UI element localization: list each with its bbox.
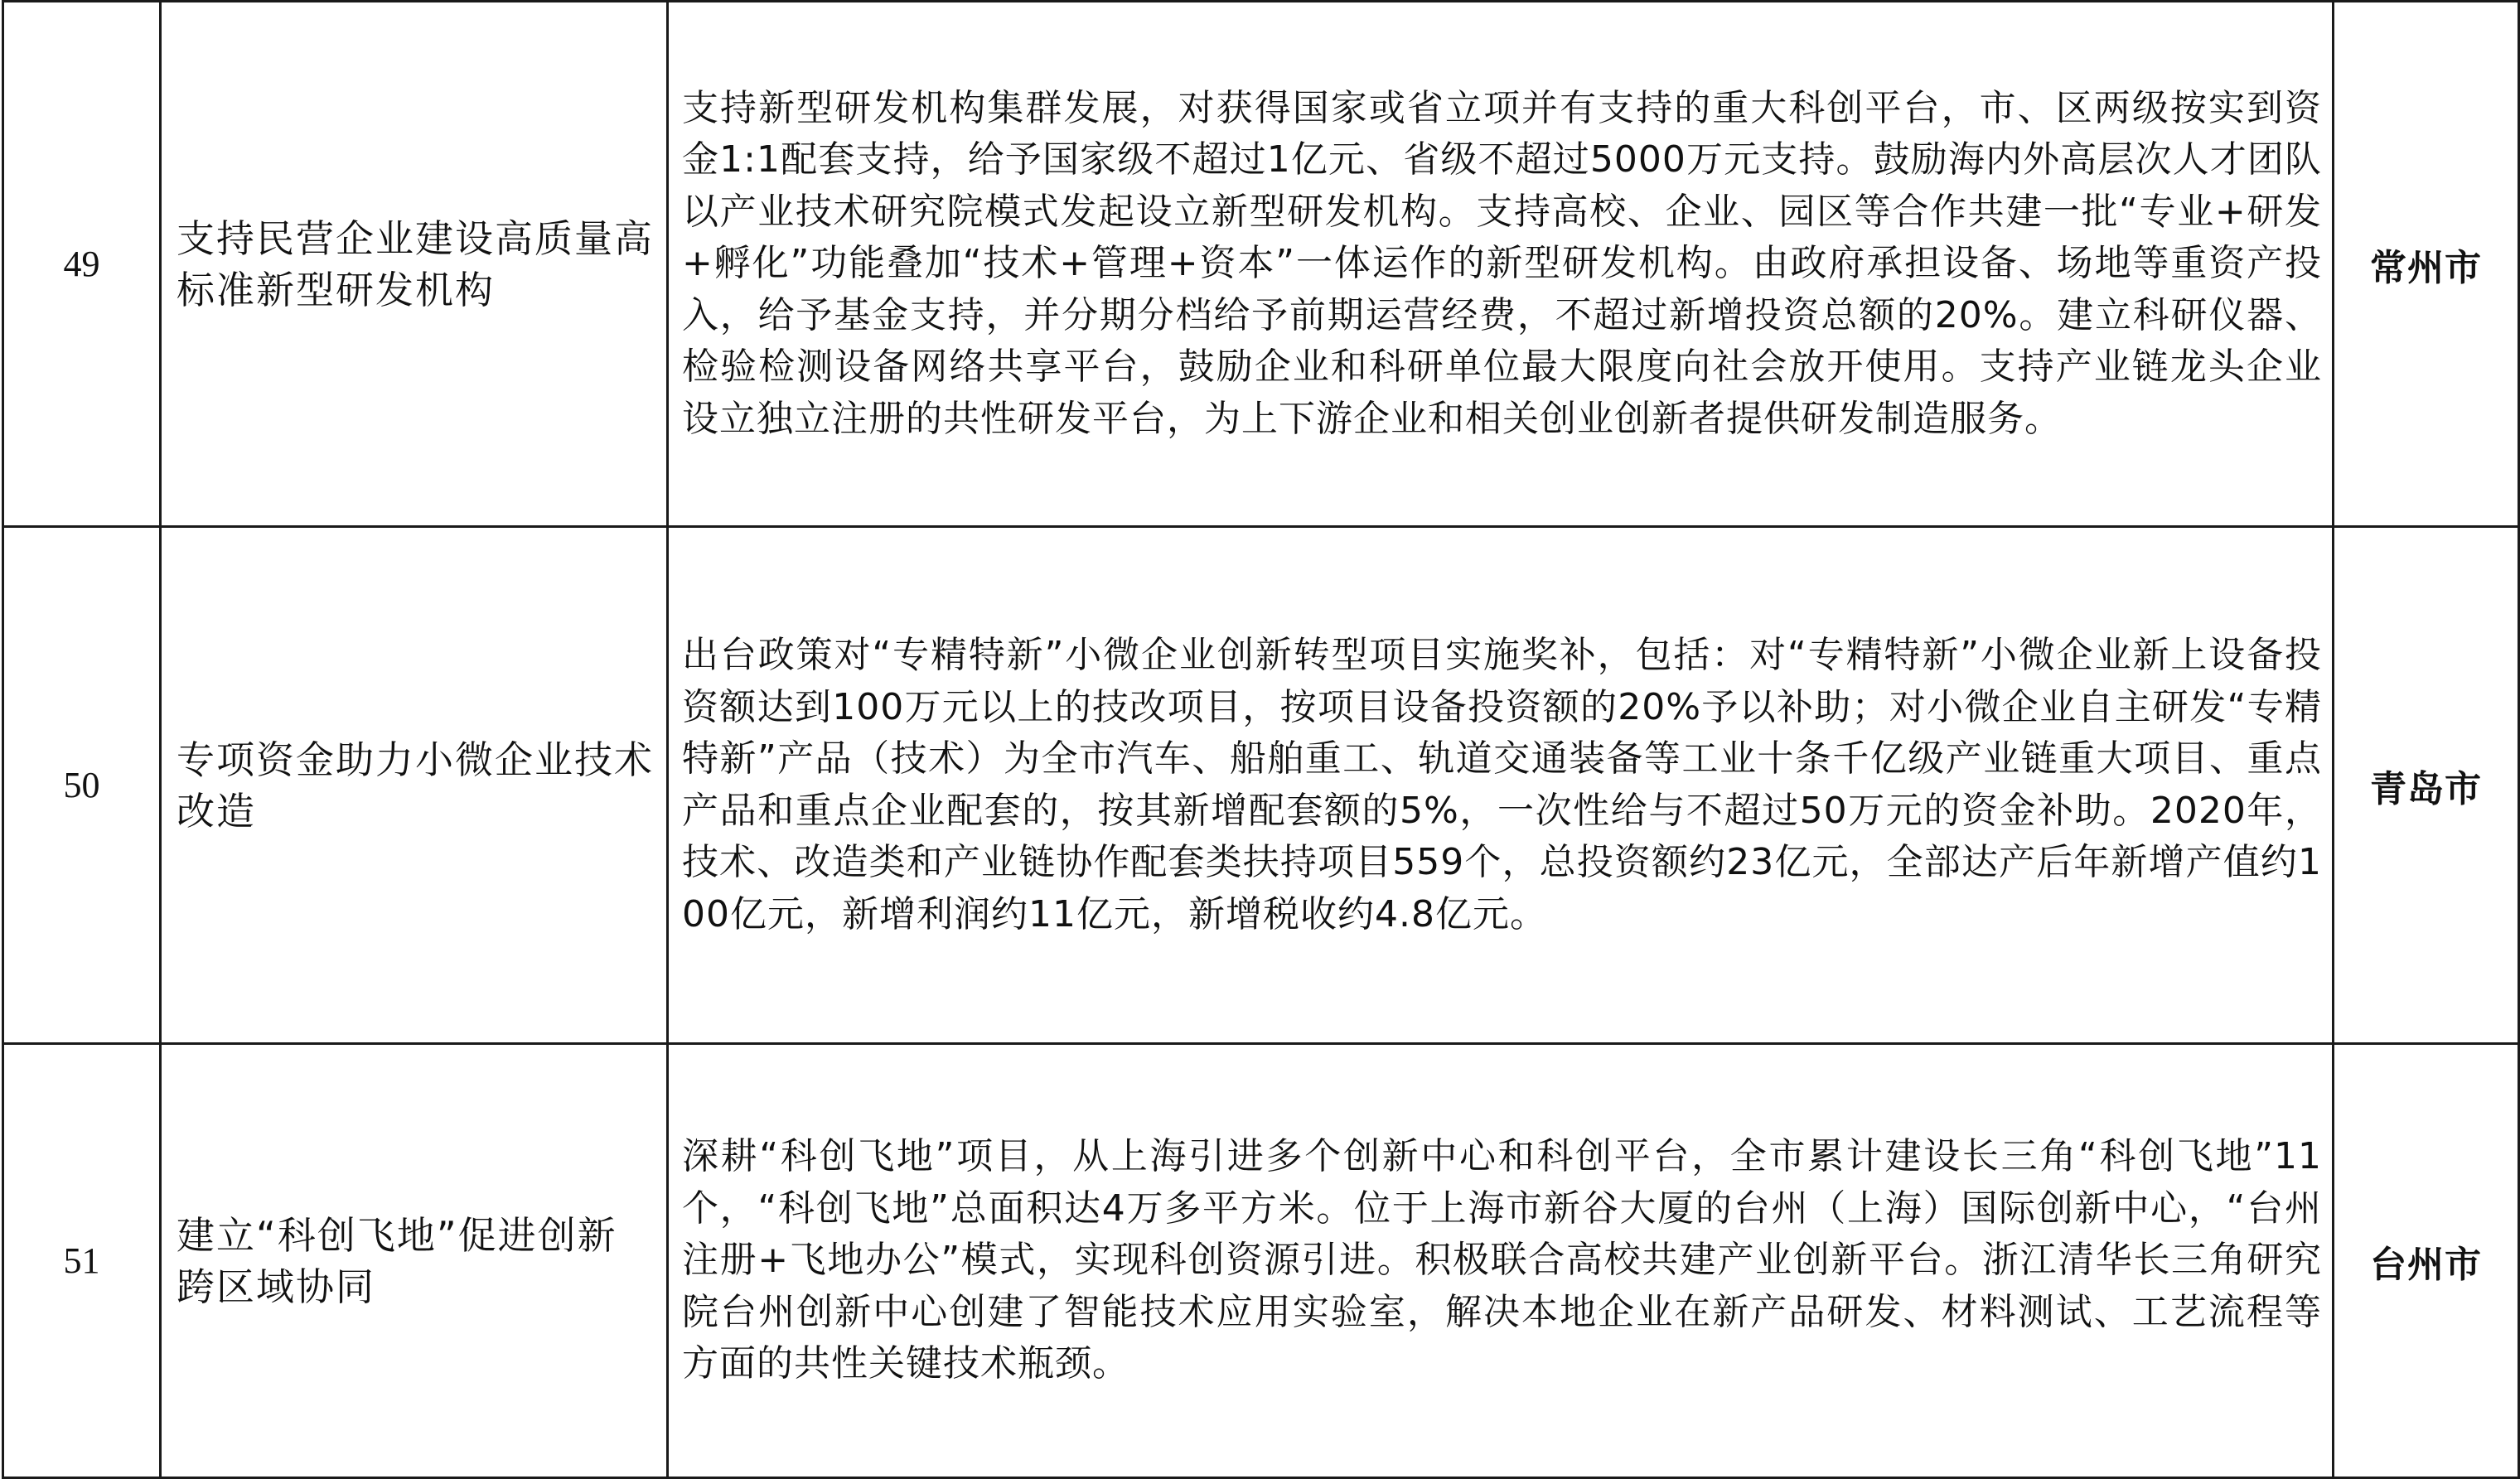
policy-table	[2, 0, 2520, 1479]
measure-title-cell	[161, 2, 668, 527]
row-number: 49	[3, 2, 161, 527]
measure-content: 支持新型研发机构集群发展，对获得国家或省立项并有支持的重大科创平台，市、区两级按实到资金1:1配套支持，给予国家级不超过1亿元、省级不超过5000万元支持。鼓励海内外高层次人才团队以产业技术研究院模式发起设立新型研发机构。支持高校、企业、园区等合作共建一批“专业+研发+孵化”功能叠加“技术+管理+资本”一体运作的新型研发机构。由政府承担设备、场地等重资产投入，给予基金支持，并分期分档给予前期运营经费，不超过新增投资总额的20%。建立科研仪器、检验检测设备网络共享平台，鼓励企业和科研单位最大限度向社会放开使用。支持产业链龙头企业设立独立注册的共性研发平台，为上下游企业和相关创业创新者提供研发制造服务。	[682, 86, 2322, 440]
measure-title-cell	[161, 527, 668, 1044]
city-name: 常州市	[2334, 2, 2519, 527]
table-row	[3, 1044, 2519, 1478]
measure-title: 建立“科创飞地”促进创新跨区域协同	[177, 1212, 617, 1309]
measure-content: 出台政策对“专精特新”小微企业创新转型项目实施奖补，包括：对“专精特新”小微企业新上设备投资额达到100万元以上的技改项目，按项目设备投资额的20%予以补助；对小微企业自主研发“专精特新”产品（技术）为全市汽车、船舶重工、轨道交通装备等工业十条千亿级产业链重大项目、重点产品和重点企业配套的，按其新增配套额的5%，一次性给与不超过50万元的资金补助。2020年，技术、改造类和产业链协作配套类扶持项目559个，总投资额约23亿元，全部达产后年新增产值约100亿元，新增利润约11亿元，新增税收约4.8亿元。	[682, 634, 2322, 935]
measure-content-cell	[668, 2, 2334, 527]
row-number: 51	[3, 1044, 161, 1478]
city-name: 台州市	[2334, 1044, 2519, 1478]
city-name: 青岛市	[2334, 527, 2519, 1044]
measure-title: 专项资金助力小微企业技术改造	[177, 737, 654, 834]
row-number: 50	[3, 527, 161, 1044]
table-row	[3, 2, 2519, 527]
table-row	[3, 527, 2519, 1044]
measure-content: 深耕“科创飞地”项目，从上海引进多个创新中心和科创平台，全市累计建设长三角“科创飞地”11个，“科创飞地”总面积达4万多平方米。位于上海市新谷大厦的台州（上海）国际创新中心，“台州注册+飞地办公”模式，实现科创资源引进。积极联合高校共建产业创新平台。浙江清华长三角研究院台州创新中心创建了智能技术应用实验室，解决本地企业在新产品研发、材料测试、工艺流程等方面的共性关键技术瓶颈。	[682, 1135, 2323, 1385]
measure-title: 支持民营企业建设高质量高标准新型研发机构	[177, 215, 654, 312]
measure-title-cell	[161, 1044, 668, 1478]
measure-content-cell	[668, 1044, 2334, 1478]
measure-content-cell	[668, 527, 2334, 1044]
